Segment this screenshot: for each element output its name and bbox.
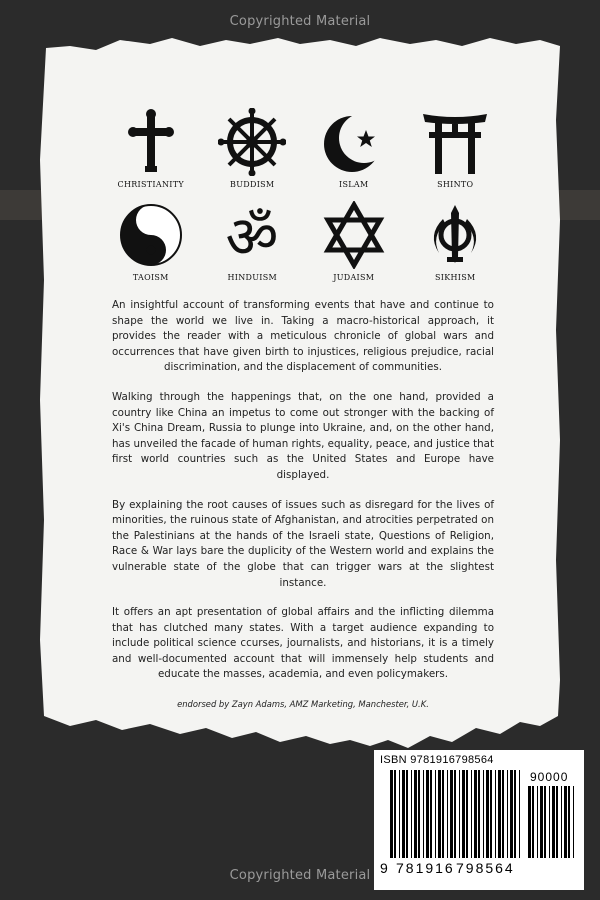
religion-label: BUDDISM bbox=[230, 180, 275, 189]
barcode-digits-group-1: 781916 bbox=[396, 860, 455, 876]
religion-christianity bbox=[100, 108, 202, 189]
watermark-top: Copyrighted Material bbox=[229, 14, 371, 29]
religion-taoism bbox=[100, 201, 202, 282]
religion-label: JUDAISM bbox=[333, 273, 375, 282]
star-of-david-icon bbox=[320, 201, 388, 269]
religion-sikhism bbox=[405, 201, 507, 282]
blurb-paragraph-1: An insightful account of transforming events that have and continue to shape the world we live in. Taking a macro-historical approach, it provides the reader with a meticulous chronicle of global wars and occurrences that have given birth to injustices, religious prejudice, racial discrimination, and the displacement of communities. bbox=[112, 299, 494, 374]
blurb-paragraph-4: It offers an apt presentation of global affairs and the inflicting dilemma that has clutched many states. With a target audience expanding to include political science ccurses, journalists, and historians, it is a timely and well-documented account that will immensely help students and educate the masses, academia, and even policymakers. bbox=[112, 606, 494, 681]
dharma-wheel-icon bbox=[218, 108, 286, 176]
om-icon bbox=[218, 201, 286, 269]
isbn-label: ISBN 9781916798564 bbox=[380, 754, 494, 766]
watermark-bottom: Copyrighted Material bbox=[229, 868, 371, 883]
blurb-paragraph-2: Walking through the happenings that, on the one hand, provided a country like China an impetus to come out stronger with the backing of Xi's China Dream, Russia to plunge into Ukraine, and, on the other hand, has unveiled the facade of human rights, equality, peace, and justice that first world countries such as the United States and Europe have displayed. bbox=[112, 390, 494, 481]
religion-label: CHRISTIANITY bbox=[117, 180, 184, 189]
blurb-paragraph-3: By explaining the root causes of issues such as disregard for the lives of minorities, the ruinous state of Afghanistan, and atrocities perpetrated on the Palestinians at the hands of the Israeli state, Questions of Religion, Race & War lays bare the duplicity of the Western world and explains the vulnerable state of the globe that can trigger wars at the slightest instance. bbox=[112, 498, 494, 589]
svg-text:ॐ: ॐ bbox=[225, 203, 279, 269]
religion-label: SIKHISM bbox=[434, 273, 476, 282]
price-code: 90000 bbox=[530, 770, 569, 784]
religion-label: ISLAM bbox=[339, 180, 369, 189]
barcode-digit-first: 9 bbox=[380, 860, 390, 876]
religion-icons-grid bbox=[100, 108, 506, 282]
religion-islam bbox=[303, 108, 405, 189]
religion-label: TAOISM bbox=[132, 273, 169, 282]
cross-icon bbox=[117, 108, 185, 176]
religion-label: SHINTO bbox=[437, 180, 474, 189]
torii-gate-icon bbox=[421, 108, 489, 176]
religion-judaism bbox=[303, 201, 405, 282]
endorsement: endorsed by Zayn Adams, AMZ Marketing, Manchester, U.K. bbox=[177, 699, 429, 709]
crescent-star-icon bbox=[320, 108, 388, 176]
yin-yang-icon bbox=[117, 201, 185, 269]
religion-label: HINDUISM bbox=[227, 273, 278, 282]
barcode-digits-group-2: 798564 bbox=[456, 860, 515, 876]
religion-hinduism bbox=[202, 201, 304, 282]
religion-shinto bbox=[405, 108, 507, 189]
blurb-text bbox=[112, 298, 494, 697]
khanda-icon bbox=[421, 201, 489, 269]
religion-buddhism bbox=[202, 108, 304, 189]
